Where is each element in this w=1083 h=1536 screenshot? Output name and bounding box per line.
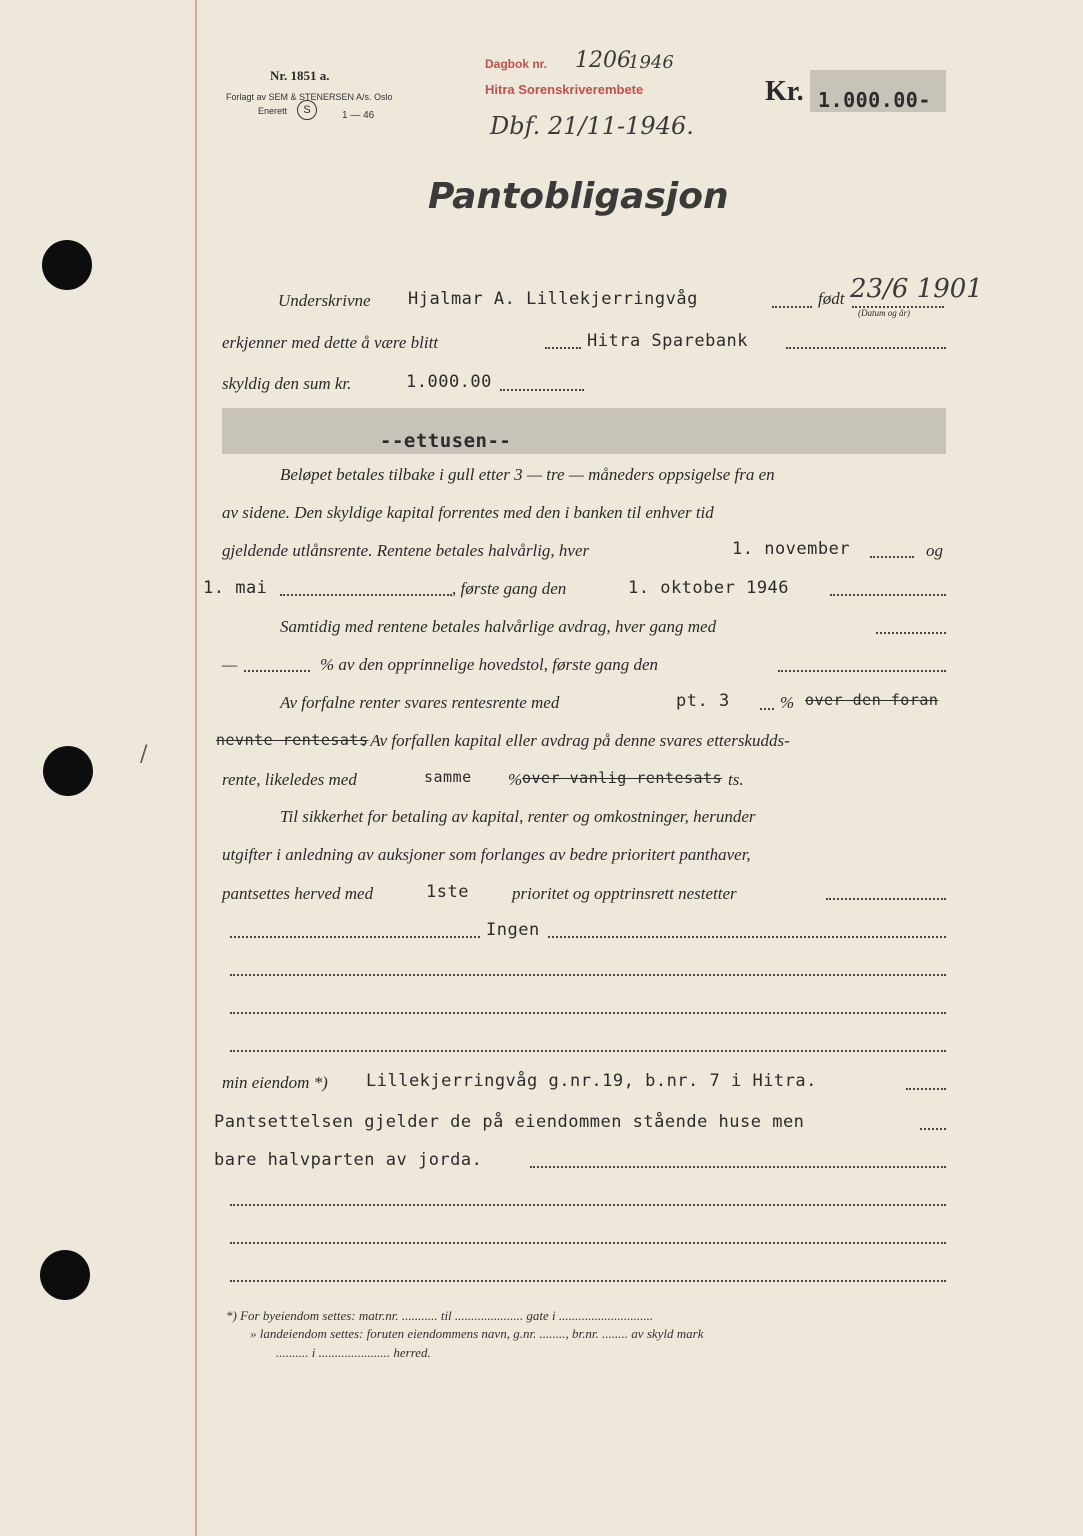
diary-year: 1946 xyxy=(628,52,674,73)
form-number: Nr. 1851 a. xyxy=(270,68,330,83)
terms-line-2: av sidene. Den skyldige kapital forrentes med den i banken til enhver tid xyxy=(222,503,714,522)
footnote-line-2: » landeiendom settes: foruten eiendommens navn, g.nr. ........, br.nr. ........ av skyld mark xyxy=(250,1326,704,1341)
sum-label: skyldig den sum kr. xyxy=(222,374,352,393)
security-line-3: pantsettes herved med xyxy=(222,884,374,903)
dots xyxy=(772,306,812,308)
same-rate-value: samme xyxy=(424,768,472,786)
interest-date-1: 1. november xyxy=(732,539,851,559)
dots xyxy=(778,670,946,672)
dots xyxy=(280,594,452,596)
dots xyxy=(230,936,480,938)
property-label: min eiendom *) xyxy=(222,1073,328,1092)
percent-sign: % xyxy=(780,693,795,712)
dots xyxy=(500,389,584,391)
document-title: Pantobligasjon xyxy=(428,176,729,217)
publisher-right: Enerett xyxy=(258,106,288,116)
margin-rule xyxy=(195,0,197,1536)
terms-line-3: gjeldende utlånsrente. Rentene betales halvårlig, hver xyxy=(222,541,590,560)
born-hint: (Datum og år) xyxy=(858,308,910,318)
first-time-label: , første gang den xyxy=(452,579,567,598)
terms-line-1: Beløpet betales tilbake i gull etter 3 — tre — måneders oppsigelse fra en xyxy=(280,465,775,484)
footnote-line-1: *) For byeiendom settes: matr.nr. ........... til ..................... gate i ............................. xyxy=(226,1308,654,1323)
acknowledge-label: erkjenner med dette å være blitt xyxy=(222,333,439,352)
edition: 1 — 46 xyxy=(342,110,375,121)
amount-label: Kr. xyxy=(765,76,804,107)
priority-label: prioritet og opptrinsrett nestetter xyxy=(512,884,737,903)
registration-note: Dbf. 21/11-1946. xyxy=(490,112,694,140)
blank-line xyxy=(230,1012,946,1014)
property-note-2: bare halvparten av jorda. xyxy=(214,1150,483,1170)
punch-hole-middle xyxy=(43,746,93,796)
interest-date-2: 1. mai xyxy=(203,578,268,598)
undersigned-label: Underskrivne xyxy=(278,291,371,310)
blank-line xyxy=(230,974,946,976)
security-line-2: utgifter i anledning av auksjoner som forlanges av bedre prioritert panthaver, xyxy=(222,845,751,864)
dots xyxy=(826,898,946,900)
punch-hole-top xyxy=(42,240,92,290)
dots xyxy=(786,347,946,349)
blank-line xyxy=(230,1204,946,1206)
and-label: og xyxy=(926,541,943,560)
property-note-1: Pantsettelsen gjelder de på eiendommen stående huse men xyxy=(214,1112,805,1132)
stray-mark: / xyxy=(140,742,148,767)
born-value: 23/6 1901 xyxy=(850,274,983,304)
dots xyxy=(870,556,914,558)
overdue-interest-label: Av forfalne renter svares rentesrente med xyxy=(280,693,560,712)
dots xyxy=(920,1128,946,1130)
amount-value: 1.000.00- xyxy=(818,88,931,112)
same-rate-label: rente, likeledes med xyxy=(222,770,357,789)
creditor-name: Hitra Sparebank xyxy=(587,331,749,351)
blank-line xyxy=(230,1242,946,1244)
percent-sign-2: % xyxy=(508,770,523,789)
court-office-stamp: Hitra Sorenskriverembete xyxy=(485,82,644,97)
priority-value: 1ste xyxy=(426,882,469,902)
installments-dash: — xyxy=(222,655,238,674)
blank-line xyxy=(230,1280,946,1282)
debtor-name: Hjalmar A. Lillekjerringvåg xyxy=(408,289,698,309)
security-line-1: Til sikkerhet for betaling av kapital, renter og omkostninger, herunder xyxy=(280,807,756,826)
sum-words-box xyxy=(222,408,946,454)
dots xyxy=(906,1088,946,1090)
diary-label: Dagbok nr. xyxy=(485,57,548,71)
dots xyxy=(545,347,581,349)
publisher-logo: S xyxy=(297,100,317,120)
first-payment-date: 1. oktober 1946 xyxy=(628,578,790,598)
sum-in-words: --ettusen-- xyxy=(380,430,512,452)
rate-line-end: ts. xyxy=(728,770,744,789)
struck-text-2: nevnte rentesats xyxy=(216,731,369,749)
footnote-line-3: .......... i ...................... herred. xyxy=(276,1345,431,1360)
struck-text-3: over vanlig rentesats xyxy=(522,769,723,787)
born-label: født xyxy=(818,289,845,308)
dots xyxy=(760,708,774,710)
overdue-rate: pt. 3 xyxy=(676,691,730,711)
struck-text-1: over den foran xyxy=(805,691,939,709)
punch-hole-bottom xyxy=(40,1250,90,1300)
blank-line xyxy=(230,1050,946,1052)
dots xyxy=(830,594,946,596)
publisher-line: Forlagt av SEM & STENERSEN A/s. Oslo xyxy=(226,92,393,102)
diary-number: 1206 xyxy=(575,48,631,73)
dots xyxy=(244,670,310,672)
dots xyxy=(876,632,946,634)
property-value: Lillekjerringvåg g.nr.19, b.nr. 7 i Hitra. xyxy=(366,1071,817,1091)
installments-line-2: % av den opprinnelige hovedstol, første gang den xyxy=(320,655,659,674)
dots xyxy=(530,1166,946,1168)
dots xyxy=(548,936,946,938)
sum-value: 1.000.00 xyxy=(406,372,492,392)
overdue-capital-line: . Av forfallen kapital eller avdrag på denne svares etterskudds- xyxy=(362,731,790,750)
installments-line-1: Samtidig med rentene betales halvårlige avdrag, hver gang med xyxy=(280,617,717,636)
prior-encumbrance: Ingen xyxy=(486,920,540,940)
